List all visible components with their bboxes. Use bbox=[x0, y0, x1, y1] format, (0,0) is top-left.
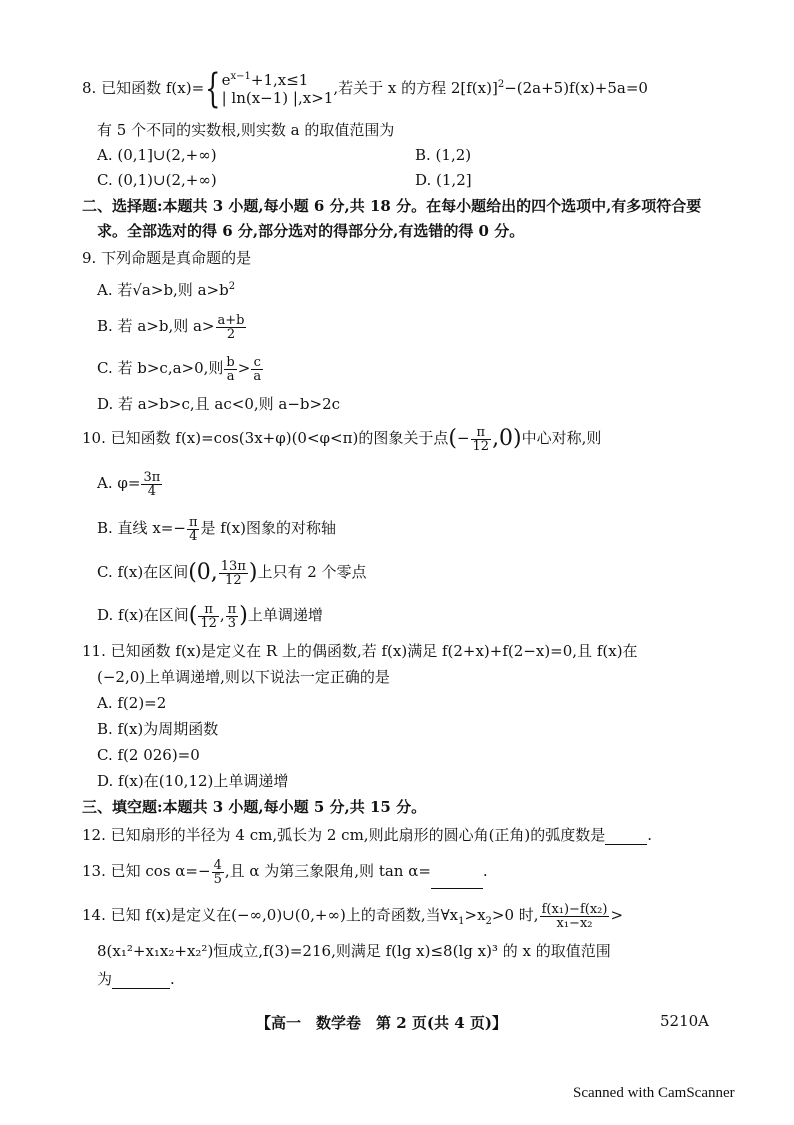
q10-option-d-rest: 上单调递增 bbox=[247, 606, 323, 624]
q10-option-c-rp: ) bbox=[248, 560, 258, 585]
frac-num: π bbox=[188, 514, 198, 530]
frac-den: 12 bbox=[472, 438, 490, 454]
q8-option-d: D. (1,2] bbox=[415, 171, 472, 189]
frac-den: 3 bbox=[227, 615, 237, 631]
q10-stem-frac bbox=[471, 426, 492, 453]
q14-mid: >x bbox=[464, 906, 486, 924]
q11-option-d: D. f(x)在(10,12)上单调递增 bbox=[97, 772, 289, 790]
frac-num: b bbox=[226, 354, 235, 370]
q11-option-b: B. f(x)为周期函数 bbox=[97, 720, 219, 738]
q14-sub1: 1 bbox=[458, 916, 465, 927]
q12-end: . bbox=[647, 826, 653, 844]
q14-end: >0 时, bbox=[491, 906, 539, 924]
q8-stem-a: 8. 已知函数 f(x)= bbox=[82, 79, 205, 97]
q8-piecewise bbox=[222, 71, 334, 107]
frac-den: a bbox=[253, 368, 262, 384]
q9-option-c-frac1 bbox=[224, 356, 236, 383]
q10-stem bbox=[82, 420, 601, 457]
q10-stem-rp: ,0) bbox=[492, 426, 522, 451]
q8-stem-b-sup: 2 bbox=[497, 79, 505, 90]
q10-option-b bbox=[97, 512, 336, 544]
frac-num: 13π bbox=[220, 558, 246, 574]
q9-option-b-frac bbox=[216, 314, 247, 341]
frac-num: a+b bbox=[217, 312, 245, 328]
q10-stem-a: 10. 已知函数 f(x)=cos(3x+φ)(0<φ<π)的图象关于点 bbox=[82, 429, 449, 447]
q10-stem-b: 中心对称,则 bbox=[521, 429, 602, 447]
q13-text-a: 13. 已知 cos α=− bbox=[82, 862, 211, 880]
q10-option-a-text: A. φ= bbox=[97, 474, 141, 492]
frac-den: x₁−x₂ bbox=[556, 915, 593, 931]
frac-den: 12 bbox=[225, 572, 242, 588]
q11-line2: (−2,0)上单调递增,则以下说法一定正确的是 bbox=[97, 668, 390, 686]
q14-text-a: 14. 已知 f(x)是定义在(−∞,0)∪(0,+∞)上的奇函数,当∀x bbox=[82, 906, 459, 924]
q10-option-a bbox=[97, 467, 163, 499]
q10-option-c-rest: 上只有 2 个零点 bbox=[257, 563, 367, 581]
q14-line3-end: . bbox=[170, 970, 175, 988]
q9-option-a-text: A. 若√a>b,则 a>b bbox=[97, 281, 229, 299]
q8-brace: { bbox=[205, 66, 221, 112]
q10-option-d-comma: , bbox=[219, 606, 225, 624]
q11-option-a: A. f(2)=2 bbox=[97, 694, 167, 712]
q10-option-d-frac2 bbox=[226, 603, 239, 630]
q12 bbox=[82, 825, 652, 845]
q14-sub2: 2 bbox=[485, 916, 492, 927]
paper-code: 5210A bbox=[660, 1012, 710, 1030]
q14-line2: 8(x₁²+x₁x₂+x₂²)恒成立,f(3)=216,则满足 f(lg x)≤8(lg x)³ 的 x 的取值范围 bbox=[97, 942, 611, 960]
q10-stem-lp: ( bbox=[448, 426, 457, 451]
q9-option-c-frac2 bbox=[251, 356, 263, 383]
q8-stem bbox=[82, 66, 648, 112]
q10-option-c-text: C. f(x)在区间 bbox=[97, 563, 189, 581]
q10-option-c-frac bbox=[219, 560, 248, 587]
scanner-watermark: Scanned with CamScanner bbox=[573, 1085, 735, 1101]
section3-heading: 三、填空题:本题共 3 小题,每小题 5 分,共 15 分。 bbox=[82, 798, 427, 816]
frac-den: 4 bbox=[189, 528, 198, 544]
q9-option-a bbox=[97, 280, 235, 300]
section2-heading-line1: 二、选择题:本题共 3 小题,每小题 6 分,共 18 分。在每小题给出的四个选项中,有多项符合要 bbox=[82, 197, 702, 215]
q10-option-b-rest: 是 f(x)图象的对称轴 bbox=[200, 519, 336, 537]
frac-num: f(x₁)−f(x₂) bbox=[541, 901, 608, 917]
q8-option-c: C. (0,1)∪(2,+∞) bbox=[97, 171, 217, 189]
q10-option-b-frac bbox=[187, 516, 200, 543]
q10-option-b-text: B. 直线 x=− bbox=[97, 519, 186, 537]
q9-option-c-mid: > bbox=[237, 359, 251, 377]
q14-frac bbox=[540, 903, 610, 930]
q14-line3-text: 为 bbox=[97, 970, 113, 988]
frac-num: 4 bbox=[213, 857, 222, 873]
q8-option-a: A. (0,1]∪(2,+∞) bbox=[97, 146, 217, 164]
q10-option-d bbox=[97, 598, 323, 633]
q9-option-c-text: C. 若 b>c,a>0,则 bbox=[97, 359, 224, 377]
q13-frac bbox=[212, 859, 224, 886]
frac-num: π bbox=[471, 426, 492, 440]
q10-option-d-rp: ) bbox=[239, 603, 248, 628]
q9-option-b bbox=[97, 310, 247, 342]
frac-den: a bbox=[226, 368, 235, 384]
q8-piece1-sup: x−1 bbox=[230, 71, 251, 82]
frac-num: π bbox=[198, 603, 219, 617]
q11-line1: 11. 已知函数 f(x)是定义在 R 上的偶函数,若 f(x)满足 f(2+x)+f(2−x)=0,且 f(x)在 bbox=[82, 642, 638, 660]
q10-option-d-frac1 bbox=[198, 603, 219, 630]
q14-gt: > bbox=[610, 906, 624, 924]
q9-option-a-sup: 2 bbox=[228, 281, 236, 292]
q13-end: . bbox=[482, 862, 488, 880]
q8-piece1-rest: +1,x≤1 bbox=[250, 71, 309, 89]
q10-stem-minus: − bbox=[456, 429, 470, 447]
frac-den: 4 bbox=[147, 483, 156, 499]
q12-answer-blank[interactable] bbox=[605, 829, 647, 845]
q14-line3 bbox=[97, 969, 175, 989]
q10-option-c-lp: (0, bbox=[188, 560, 218, 585]
q8-piece2: | ln(x−1) |,x>1 bbox=[221, 89, 334, 107]
frac-num: π bbox=[227, 601, 237, 617]
q13 bbox=[82, 853, 488, 889]
frac-den: 2 bbox=[226, 326, 236, 342]
section2-heading-line2: 求。全部选对的得 6 分,部分选对的得部分分,有选错的得 0 分。 bbox=[97, 222, 525, 240]
q9-option-c bbox=[97, 352, 264, 384]
frac-den: 12 bbox=[200, 615, 217, 631]
frac-den: 5 bbox=[213, 871, 222, 887]
q14-answer-blank[interactable] bbox=[112, 973, 170, 989]
q8-stem-c: −(2a+5)f(x)+5a=0 bbox=[504, 79, 648, 97]
q8-option-b: B. (1,2) bbox=[415, 146, 472, 164]
frac-num: c bbox=[251, 356, 263, 370]
frac-num: 3π bbox=[143, 469, 161, 485]
q14-line1 bbox=[82, 897, 623, 933]
q10-option-a-frac bbox=[141, 471, 162, 498]
page-footer: 【高一 数学卷 第 2 页(共 4 页)】 bbox=[256, 1014, 507, 1032]
q8-piece1: e bbox=[221, 71, 231, 89]
q13-answer-blank[interactable] bbox=[431, 873, 483, 889]
q8-stem-b: ,若关于 x 的方程 2[f(x)] bbox=[333, 79, 498, 97]
q13-text-b: ,且 α 为第三象限角,则 tan α= bbox=[224, 862, 431, 880]
q10-option-d-text: D. f(x)在区间 bbox=[97, 606, 189, 624]
q10-option-c bbox=[97, 555, 367, 590]
q12-text: 12. 已知扇形的半径为 4 cm,弧长为 2 cm,则此扇形的圆心角(正角)的弧度数是 bbox=[82, 826, 606, 844]
q8-line2: 有 5 个不同的实数根,则实数 a 的取值范围为 bbox=[97, 121, 395, 139]
q9-stem: 9. 下列命题是真命题的是 bbox=[82, 249, 252, 267]
q11-option-c: C. f(2 026)=0 bbox=[97, 746, 200, 764]
q10-option-d-lp: ( bbox=[188, 603, 198, 628]
q9-option-b-text: B. 若 a>b,则 a> bbox=[97, 317, 215, 335]
q9-option-d: D. 若 a>b>c,且 ac<0,则 a−b>2c bbox=[97, 395, 341, 413]
